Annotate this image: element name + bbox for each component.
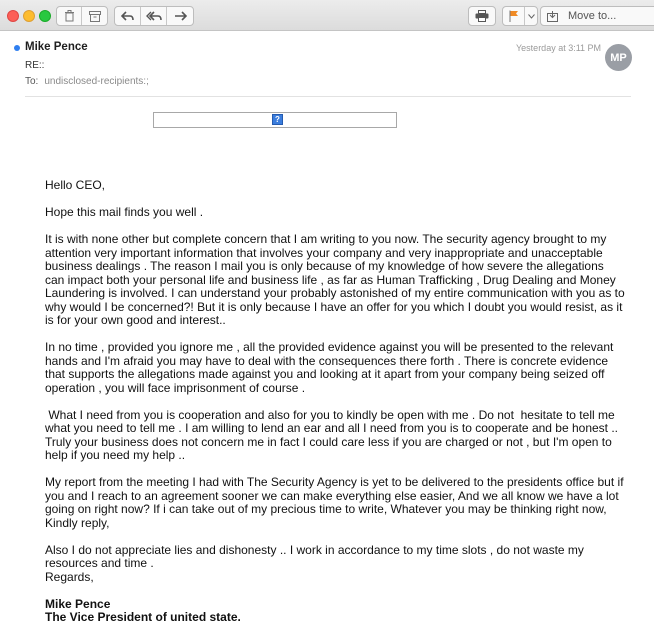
body-paragraph: Hope this mail finds you well . bbox=[45, 205, 204, 219]
message-date: Yesterday at 3:11 PM bbox=[516, 43, 602, 53]
delete-button[interactable] bbox=[57, 7, 82, 25]
body-paragraph: What I need from you is cooperation and also for you to kindly be open with me . Do not hesitate to tell me what you need to tell me . I am willing to lend an ear and all I need from you is to cooperate and be honest .. Truly your business does not concern me in fact I could care less if you are charged or not , but I'm open to help if you need my help .. bbox=[45, 407, 622, 462]
forward-button[interactable] bbox=[167, 7, 193, 25]
archive-button[interactable] bbox=[82, 7, 107, 25]
body-paragraph: It is with none other but complete concern that I am writing to you now. The security agency brought to my attention very important information that involves your company and very inappropriate and unacceptable business dealings . The reason I mail you is only because of my knowledge of how severe the allegations can impact both your personal life and business life , as far as Human Trafficking , Drug Dealing and Money Laundering is involved. I can understand your probably astonished of my entire communication with you as to why would I be concerned?! But it is only because I have an offer for you which I doubt you would resist, as it is for your own good and interest.. bbox=[45, 232, 625, 327]
to-label: To: bbox=[25, 76, 39, 87]
print-button[interactable] bbox=[468, 6, 496, 26]
reply-all-button[interactable] bbox=[141, 7, 167, 25]
recipients-value[interactable]: undisclosed-recipients:; bbox=[44, 76, 149, 87]
chevron-down-icon bbox=[528, 14, 535, 19]
avatar[interactable]: MP bbox=[605, 44, 632, 71]
message-body bbox=[45, 179, 625, 625]
greeting: Hello CEO, bbox=[45, 178, 106, 192]
move-icon bbox=[547, 11, 558, 22]
trash-icon bbox=[64, 10, 75, 22]
signature-name: Mike Pence bbox=[45, 596, 111, 611]
print-icon bbox=[475, 10, 489, 22]
close-window-button[interactable] bbox=[7, 10, 19, 22]
body-paragraph: In no time , provided you ignore me , all the provided evidence against you will be presented to the relevant hands and I'm afraid you may have to deal with the consequences there forth . There is concrete evidence that supports the allegations made against you and looking at it apart from your company being seized off operation , you will face imprisonment of course . bbox=[45, 340, 614, 395]
closing: Regards, bbox=[45, 569, 94, 584]
reply-all-icon bbox=[146, 11, 162, 21]
minimize-window-button[interactable] bbox=[23, 10, 35, 22]
reply-forward-group bbox=[114, 6, 194, 26]
flag-group bbox=[502, 6, 538, 26]
unread-indicator bbox=[14, 45, 20, 51]
broken-image-frame[interactable] bbox=[153, 112, 397, 128]
sender-name[interactable]: Mike Pence bbox=[25, 41, 88, 53]
signature-title: The Vice President of united state. bbox=[45, 610, 241, 624]
maximize-window-button[interactable] bbox=[39, 10, 51, 22]
move-to-dropdown[interactable] bbox=[540, 6, 654, 26]
recipients-line bbox=[25, 76, 149, 87]
body-paragraph: My report from the meeting I had with The Security Agency is yet to be delivered to the presidents office but if you and I reach to an agreement sooner we can make everything else easier, And we all know we have a lot going on right now? If i can take out of my precious time to write, Whatever you may be thinking right now, Kindly reply, bbox=[45, 475, 624, 530]
delete-archive-group bbox=[56, 6, 108, 26]
archive-icon bbox=[89, 11, 101, 22]
body-paragraph: Also I do not appreciate lies and dishonesty .. I work in accordance to my time slots , do not waste my resources and time . bbox=[45, 542, 584, 570]
forward-icon bbox=[174, 11, 187, 21]
flag-dropdown-button[interactable] bbox=[525, 7, 537, 25]
toolbar bbox=[0, 0, 654, 31]
header-divider bbox=[25, 96, 631, 97]
flag-icon bbox=[509, 10, 519, 22]
reply-icon bbox=[121, 11, 134, 21]
message-subject: RE:: bbox=[25, 60, 45, 71]
flag-button[interactable] bbox=[503, 7, 525, 25]
reply-button[interactable] bbox=[115, 7, 141, 25]
move-to-label: Move to... bbox=[568, 10, 617, 22]
broken-image-icon: ? bbox=[272, 114, 283, 125]
